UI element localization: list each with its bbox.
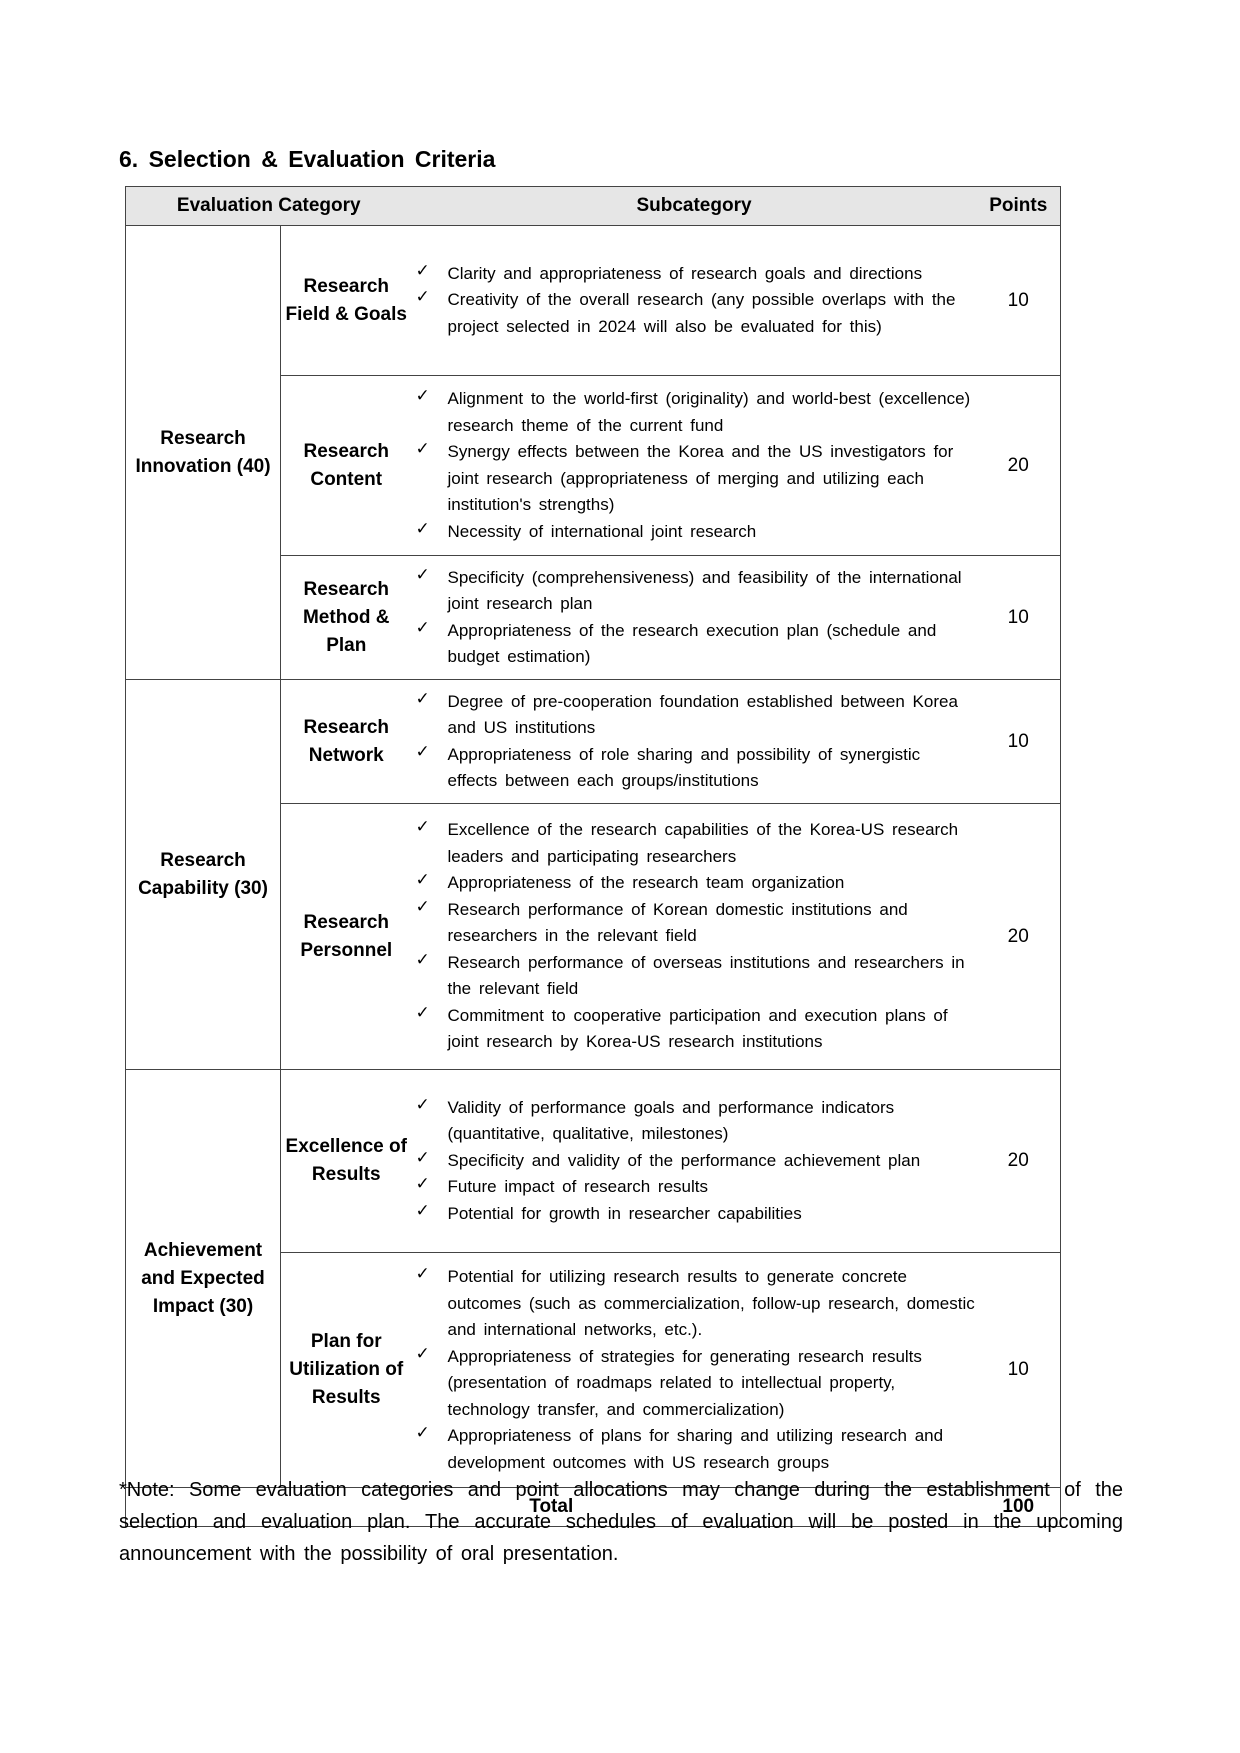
list-item (412, 1423, 977, 1476)
points-cell: 20 (977, 804, 1061, 1070)
list-item (412, 689, 977, 742)
checkmark-icon: ✓ (415, 1343, 430, 1363)
evaluation-category-label: Research Capability (30) (138, 849, 268, 899)
checkmark-icon: ✓ (415, 870, 430, 890)
evaluation-category-label: Achievement and Expected Impact (30) (141, 1239, 265, 1317)
criteria-item-text: Validity of performance goals and performance indicators (quantitative, qualitative, milestones) (447, 1097, 895, 1144)
checkmark-icon: ✓ (415, 1423, 430, 1442)
list-item (412, 1264, 977, 1344)
criteria-items-cell (412, 680, 977, 804)
header-subcategory: Subcategory (412, 187, 977, 226)
checkmark-icon: ✓ (415, 817, 430, 837)
list-item (412, 386, 977, 439)
criteria-item-text: Research performance of overseas institutions and researchers in the relevant field (447, 952, 965, 999)
evaluation-criteria-table (125, 186, 1061, 1527)
subcategory-label: Research Method & Plan (302, 578, 390, 656)
criteria-item-text: Degree of pre-cooperation foundation established between Korea and US institutions (447, 691, 958, 737)
criteria-items-cell (412, 804, 977, 1070)
list-item (412, 742, 977, 795)
criteria-item-text: Specificity and validity of the performance achievement plan (447, 1150, 921, 1170)
criteria-item-text: Excellence of the research capabilities of the Korea-US research leaders and participating researchers (447, 820, 959, 866)
points-cell: 20 (977, 376, 1061, 556)
criteria-items-cell (412, 556, 977, 680)
table-header-row (126, 187, 1061, 226)
checkmark-icon: ✓ (415, 1200, 430, 1220)
criteria-items-cell (412, 1253, 977, 1488)
criteria-item-text: Future impact of research results (447, 1177, 708, 1197)
criteria-item-text: Appropriateness of strategies for generating research results (presentation of roadmaps related to intellectual property, technology transfer, and commercialization) (447, 1346, 922, 1419)
checkmark-icon: ✓ (415, 439, 430, 458)
subcategory-label: Plan for Utilization of Results (289, 1331, 404, 1408)
checkmark-icon: ✓ (415, 260, 430, 280)
criteria-items-cell (412, 1070, 977, 1253)
checkmark-icon: ✓ (415, 287, 430, 307)
points-cell: 10 (977, 1253, 1061, 1488)
list-item (412, 287, 977, 340)
criteria-item-text: Appropriateness of role sharing and possibility of synergistic effects between each groups/institutions (447, 744, 921, 790)
list-item (412, 439, 977, 519)
subcategory-cell (281, 1070, 412, 1253)
checkmark-icon: ✓ (415, 688, 430, 708)
criteria-list (412, 261, 977, 341)
list-item (412, 618, 977, 671)
checkmark-icon: ✓ (415, 1174, 430, 1194)
table-body (126, 226, 1061, 1488)
list-item (412, 870, 977, 897)
criteria-list (412, 689, 977, 795)
evaluation-category-cell (126, 226, 281, 680)
list-item (412, 950, 977, 1003)
subcategory-cell (281, 1253, 412, 1488)
list-item (412, 519, 977, 546)
list-item (412, 1095, 977, 1148)
total-label: Total (126, 1488, 977, 1527)
criteria-list (412, 386, 977, 545)
total-points: 100 (977, 1488, 1061, 1527)
criteria-item-text: Potential for growth in researcher capabilities (447, 1203, 802, 1223)
subcategory-label: Research Network (303, 716, 390, 766)
criteria-item-text: Appropriateness of the research execution plan (schedule and budget estimation) (447, 620, 937, 666)
subcategory-cell (281, 556, 412, 680)
list-item (412, 1148, 977, 1175)
list-item (412, 817, 977, 870)
checkmark-icon: ✓ (415, 564, 430, 584)
points-cell: 10 (977, 556, 1061, 680)
criteria-items-cell (412, 226, 977, 376)
table-row (126, 226, 1061, 376)
points-cell: 10 (977, 226, 1061, 376)
subcategory-label: Research Content (303, 440, 390, 490)
checkmark-icon: ✓ (415, 1094, 430, 1114)
criteria-list (412, 817, 977, 1056)
criteria-item-text: Appropriateness of the research team organization (447, 873, 845, 893)
table-row (126, 1070, 1061, 1253)
criteria-item-text: Research performance of Korean domestic institutions and researchers in the relevant field (447, 899, 908, 946)
criteria-list (412, 1264, 977, 1476)
list-item (412, 1003, 977, 1056)
criteria-item-text: Commitment to cooperative participation and execution plans of joint research by Korea-US research institutions (447, 1005, 948, 1052)
checkmark-icon: ✓ (415, 1147, 430, 1167)
criteria-items-cell (412, 376, 977, 556)
subcategory-cell (281, 804, 412, 1070)
footnote: *Note: Some evaluation categories and point allocations may change during the establishment of the selection and evaluation plan. The accurate schedules of evaluation will be posted in the upcoming announcement with the possibility of oral presentation. (119, 1479, 1123, 1565)
points-cell: 10 (977, 680, 1061, 804)
points-cell: 20 (977, 1070, 1061, 1253)
checkmark-icon: ✓ (415, 518, 430, 538)
criteria-item-text: Necessity of international joint research (447, 521, 757, 541)
evaluation-category-cell (126, 680, 281, 1070)
criteria-list (412, 565, 977, 671)
evaluation-category-cell (126, 1070, 281, 1488)
checkmark-icon: ✓ (415, 741, 430, 761)
checkmark-icon: ✓ (415, 617, 430, 637)
list-item (412, 1344, 977, 1424)
subcategory-cell (281, 376, 412, 556)
checkmark-icon: ✓ (415, 386, 430, 405)
list-item (412, 261, 977, 288)
table-row (126, 680, 1061, 804)
criteria-item-text: Creativity of the overall research (any possible overlaps with the project selected in 2024 will also be evaluated for this) (447, 290, 956, 336)
subcategory-cell (281, 226, 412, 376)
criteria-item-text: Appropriateness of plans for sharing and utilizing research and development outcomes with US research groups (447, 1426, 944, 1472)
header-points: Points (977, 187, 1061, 226)
subcategory-cell (281, 680, 412, 804)
subcategory-label: Research Field & Goals (285, 275, 407, 325)
list-item (412, 897, 977, 950)
header-evaluation-category: Evaluation Category (126, 187, 412, 226)
criteria-item-text: Potential for utilizing research results to generate concrete outcomes (such as commercialization, follow-up research, domestic and international networks, etc.). (447, 1267, 975, 1339)
checkmark-icon: ✓ (415, 1264, 430, 1283)
subcategory-label: Research Personnel (300, 911, 393, 961)
list-item (412, 565, 977, 618)
criteria-item-text: Synergy effects between the Korea and the US investigators for joint research (appropriateness of merging and utilizing each institution's strengths) (447, 442, 954, 514)
evaluation-category-label: Research Innovation (40) (135, 427, 271, 477)
criteria-item-text: Clarity and appropriateness of research goals and directions (447, 263, 923, 283)
checkmark-icon: ✓ (415, 896, 430, 916)
criteria-list (412, 1095, 977, 1228)
list-item (412, 1174, 977, 1201)
section-title: 6. Selection & Evaluation Criteria (119, 146, 496, 172)
list-item (412, 1201, 977, 1228)
criteria-item-text: Specificity (comprehensiveness) and feasibility of the international joint research plan (447, 567, 962, 613)
checkmark-icon: ✓ (415, 949, 430, 969)
checkmark-icon: ✓ (415, 1002, 430, 1022)
subcategory-label: Excellence of Results (285, 1136, 407, 1185)
criteria-item-text: Alignment to the world-first (originality) and world-best (excellence) research theme of the current fund (447, 389, 971, 435)
